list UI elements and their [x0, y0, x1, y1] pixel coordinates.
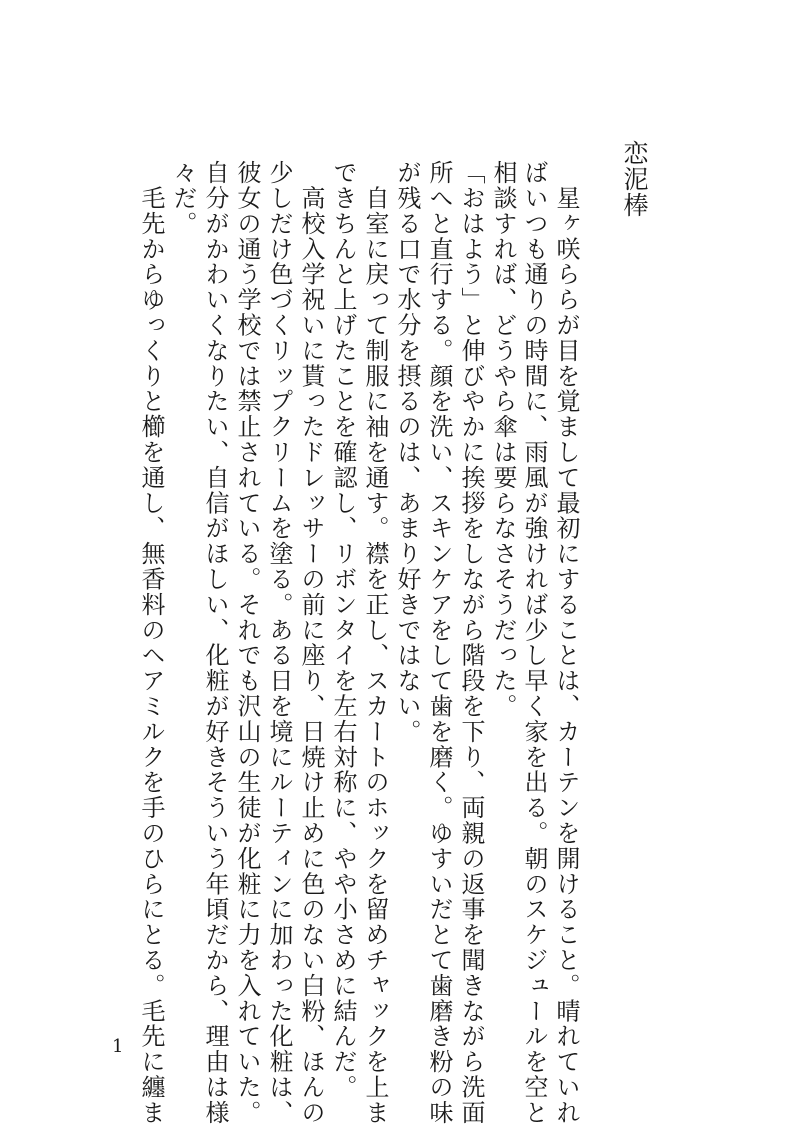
text-column: できちんと上げたことを確認し、リボンタイを左右対称に、やや小さめに結んだ。 — [329, 160, 357, 1100]
text-column: 毛先からゆっくりと櫛を通し、無香料のヘアミルクを手のひらにとる。毛先に纏ま — [137, 160, 165, 1125]
text-column: 相談すれば、どうやら傘は要らなさそうだった。 — [489, 160, 517, 719]
text-column: ばいつも通りの時間に、雨風が強ければ少し早く家を出る。朝のスケジュールを空と — [520, 160, 548, 1125]
text-column: 高校入学祝いに貰ったドレッサーの前に座り、日焼け止めに色のない白粉、ほんの — [297, 160, 325, 1125]
text-column: 自室に戻って制服に袖を通す。襟を正し、スカートのホックを留めチャックを上ま — [361, 160, 389, 1125]
text-column: 所へと直行する。顔を洗い、スキンケアをして歯を磨く。ゆすいだとて歯磨き粉の味 — [425, 160, 453, 1125]
text-column: 少しだけ色づくリップクリームを塗る。ある日を境にルーティンに加わった化粧は、 — [265, 160, 293, 1125]
text-column: が残る口で水分を摂るのは、あまり好きではない。 — [393, 160, 421, 745]
text-column: 「おはよう」と伸びやかに挨拶をしながら階段を下り、両親の返事を聞きながら洗面 — [457, 160, 485, 1125]
document-title: 恋泥棒 — [620, 140, 649, 218]
text-column: 々だ。 — [169, 160, 197, 237]
page-number: 1 — [112, 1036, 124, 1057]
text-column: 彼女の通う学校では禁止されている。それでも沢山の生徒が化粧に力を入れていた。 — [233, 160, 261, 1125]
text-column: 自分がかわいくなりたい、自信がほしい、化粧が好きそういう年頃だから、理由は様 — [201, 160, 229, 1125]
text-column: 星ヶ咲ららが目を覚まして最初にすることは、カーテンを開けること。晴れていれ — [552, 160, 580, 1125]
